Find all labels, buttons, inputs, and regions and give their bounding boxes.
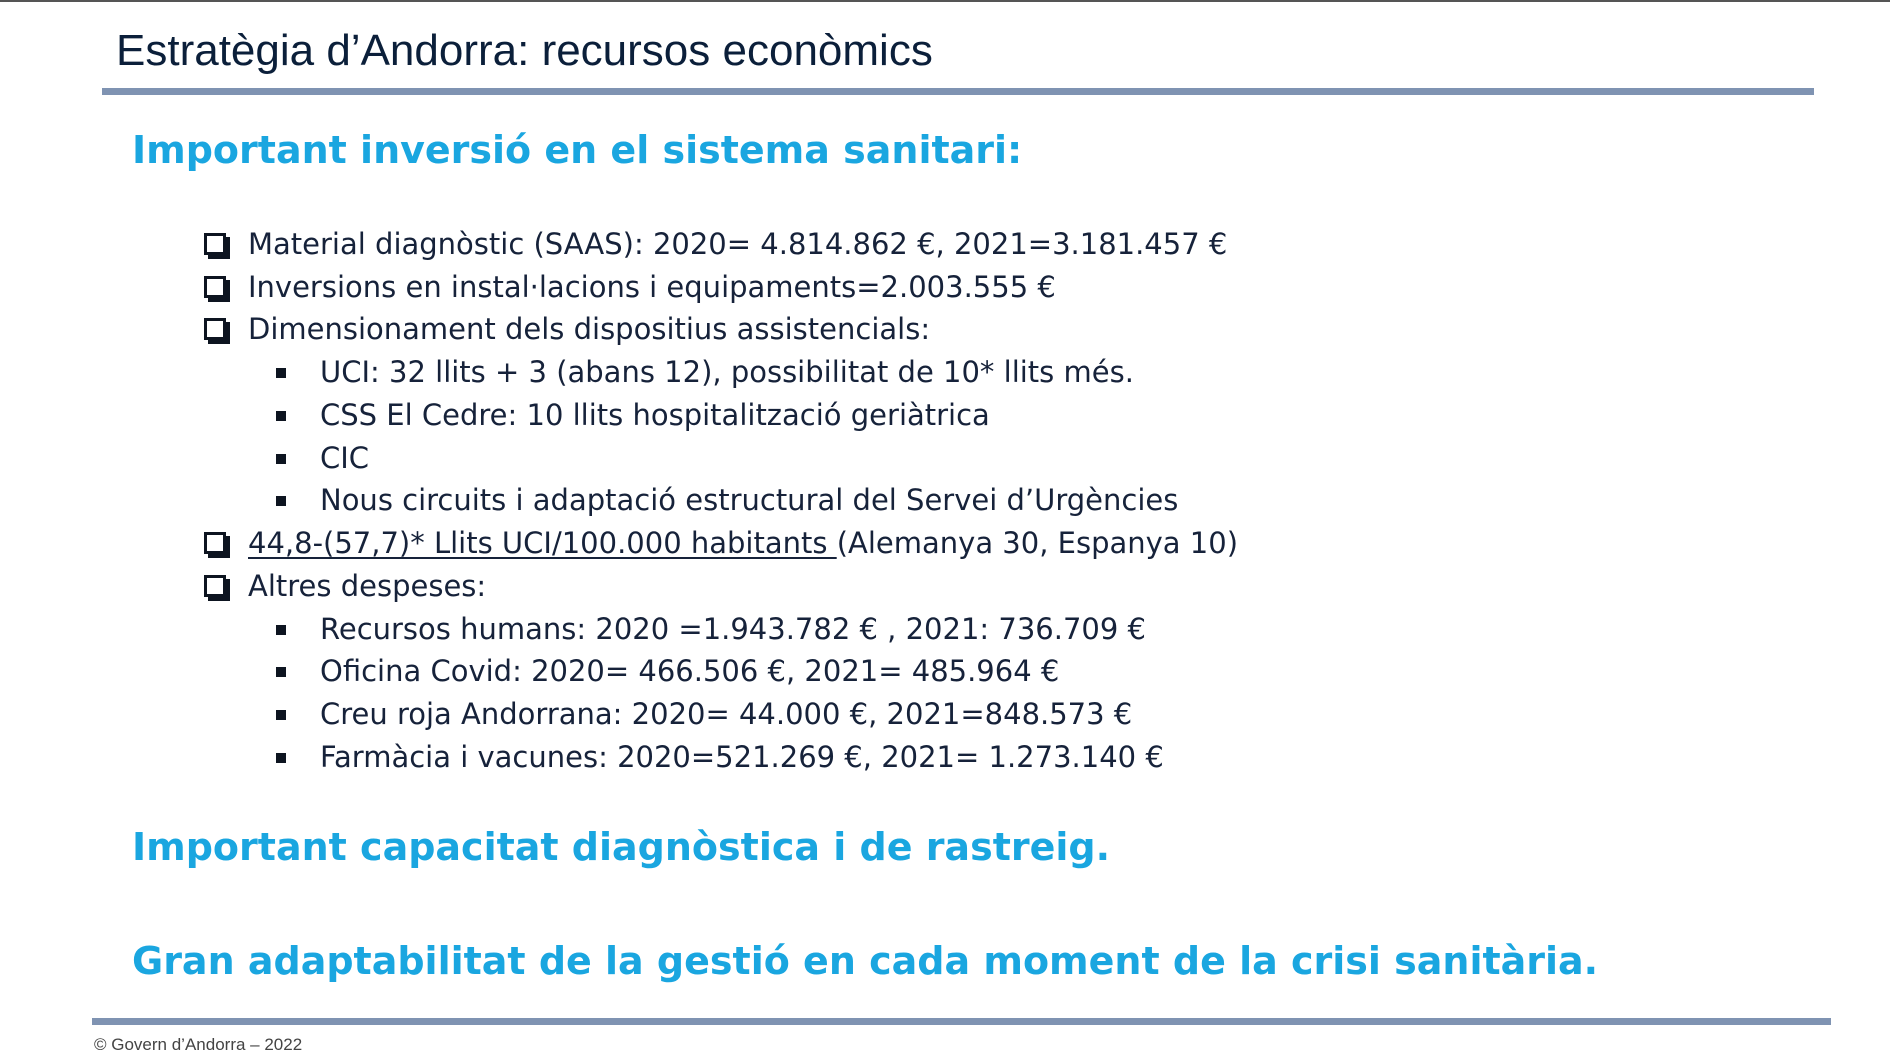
square-bullet-icon xyxy=(276,625,286,635)
square-bullet-icon xyxy=(276,753,286,763)
top-edge-line xyxy=(0,0,1890,2)
checkbox-bullet-icon xyxy=(204,233,226,255)
llits-uci-comparison: (Alemanya 30, Espanya 10) xyxy=(836,526,1239,560)
square-bullet-icon xyxy=(276,496,286,506)
square-bullet-icon xyxy=(276,454,286,464)
square-bullet-icon xyxy=(276,411,286,421)
llits-uci-underlined: 44,8-(57,7)* Llits UCI/100.000 habitants xyxy=(248,526,837,560)
square-bullet-icon xyxy=(276,368,286,378)
heading-investment: Important inversió en el sistema sanitari: xyxy=(132,128,1023,172)
checkbox-bullet-icon xyxy=(204,532,226,554)
checkbox-bullet-icon xyxy=(204,318,226,340)
title-divider xyxy=(102,88,1814,95)
footer-divider xyxy=(92,1018,1831,1025)
slide-title: Estratègia d’Andorra: recursos econòmics xyxy=(116,26,933,75)
checkbox-bullet-icon xyxy=(204,276,226,298)
square-bullet-icon xyxy=(276,667,286,677)
checkbox-bullet-icon xyxy=(204,575,226,597)
heading-diagnostic: Important capacitat diagnòstica i de rastreig. xyxy=(132,825,1111,869)
square-bullet-icon xyxy=(276,710,286,720)
footer-copyright: © Govern d’Andorra – 2022 xyxy=(94,1035,303,1054)
heading-adaptability: Gran adaptabilitat de la gestió en cada moment de la crisi sanitària. xyxy=(132,939,1599,983)
